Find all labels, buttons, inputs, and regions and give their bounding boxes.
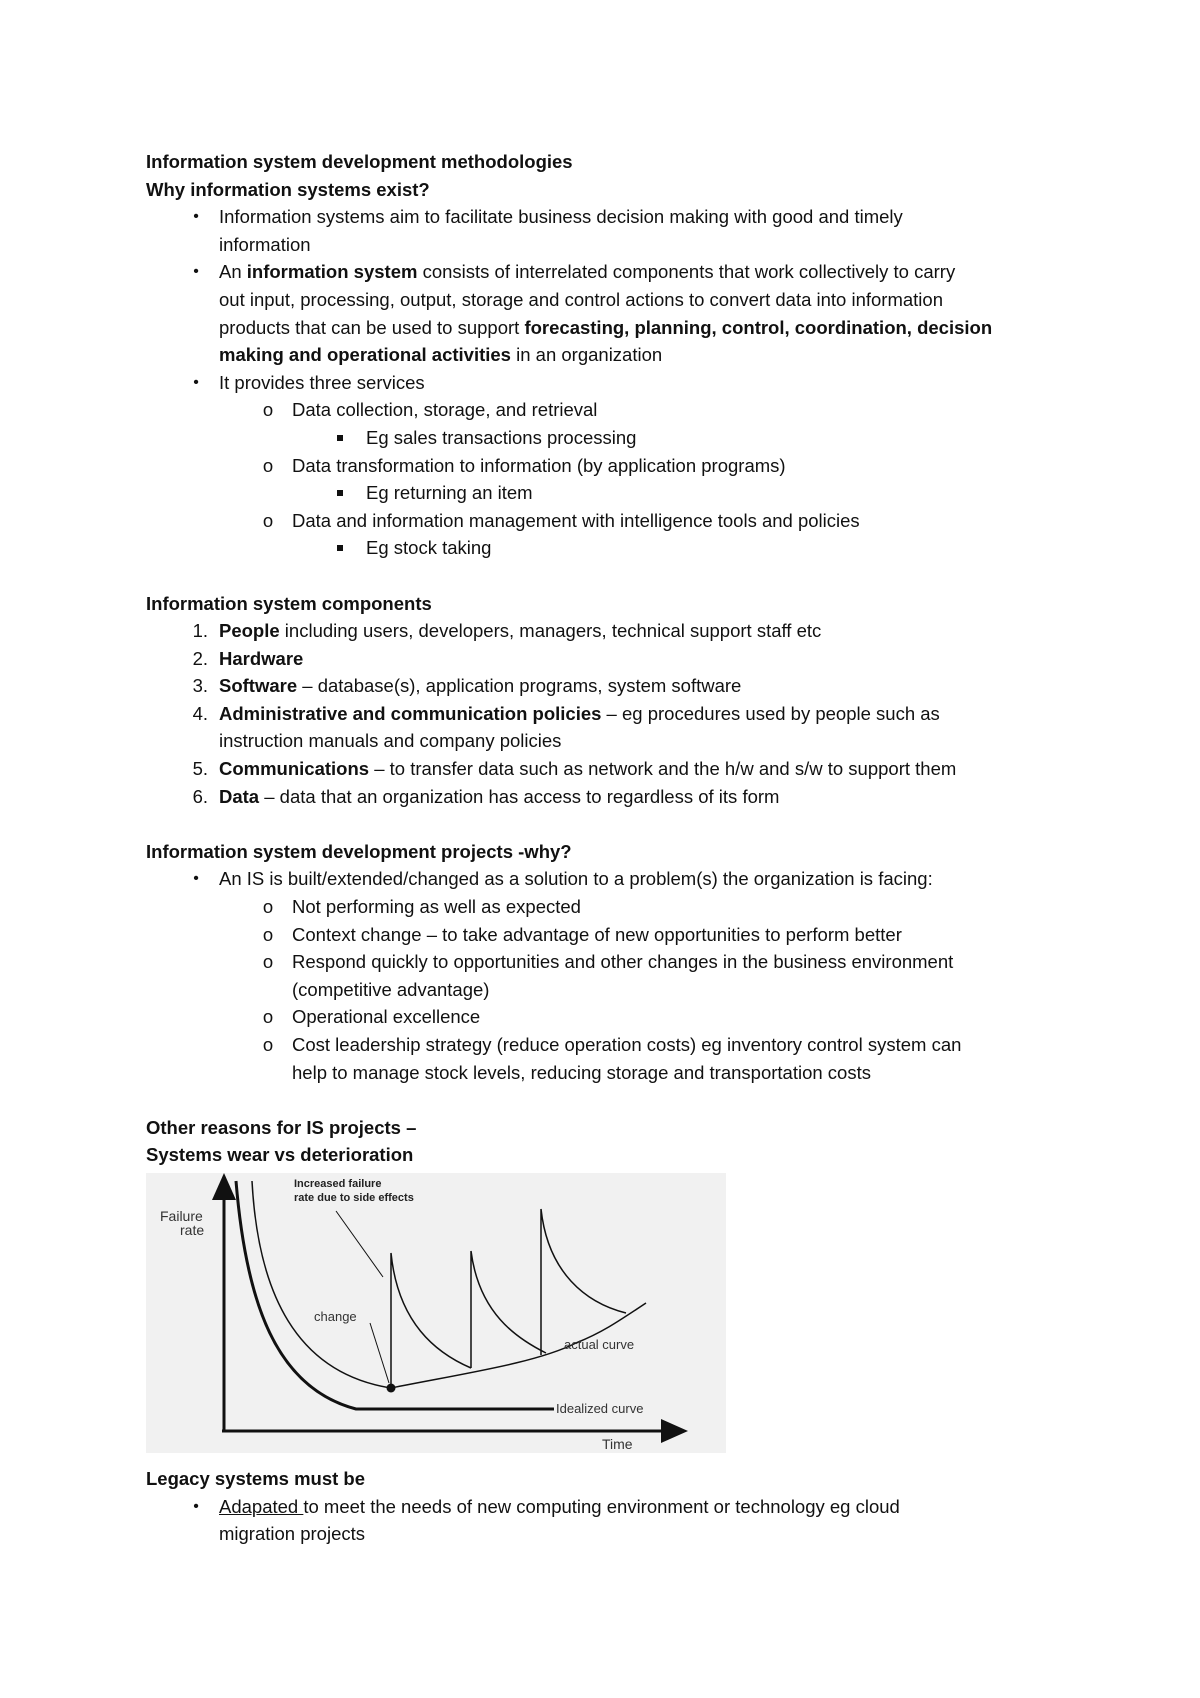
numbered-item: 6. Data – data that an organization has access to regardless of its form [192,785,780,807]
section-title: Other reasons for IS projects – [146,1116,417,1138]
sub-bullet-item: o Data collection, storage, and retrieval [146,396,1066,424]
section-title: Information system development methodologies [146,151,573,172]
sub-bullet-item: o Respond quickly to opportunities and other changes in the business environment [146,948,1066,976]
square-bullet-marker [337,545,343,551]
sub-bullet-marker: o [262,1006,274,1028]
bullet-item: • It provides three services [146,369,1066,397]
y-axis-label-1: Failure [160,1207,203,1224]
square-bullet-item: Eg stock taking [146,534,1066,562]
x-axis-label: Time [602,1435,633,1452]
section-title: Legacy systems must be [146,1467,366,1489]
failure-rate-diagram [146,1173,726,1453]
failure-rate-figure [146,1173,726,1453]
sub-bullet-marker: o [262,923,274,945]
bullet-continuation: out input, processing, output, storage and control actions to convert data into information [219,288,943,310]
bullet-marker: • [193,208,199,226]
sub-bullet-marker: o [262,951,274,973]
spacer [146,562,1066,590]
sub-bullet-item: o Operational excellence [146,1003,1066,1031]
spacer [146,810,1066,838]
spike-2 [471,1251,546,1368]
square-bullet-marker [337,490,343,496]
y-axis-label-2: rate [180,1221,205,1238]
numbered-item: 2. Hardware [192,647,304,669]
sub-bullet-marker: o [262,896,274,918]
bullet-item: • An IS is built/extended/changed as a solution to a problem(s) the organization is facing: [146,865,1066,893]
bullet-item: • Information systems aim to facilitate business decision making with good and timely [146,203,1066,231]
sub-bullet-marker: o [262,1034,274,1055]
idealized-curve-label: Idealized curve [556,1400,644,1416]
actual-curve-label: actual curve [564,1336,635,1352]
change-leader [370,1323,389,1383]
bullet-item: • An information system consists of interrelated components that work collectively to carry [146,258,1066,286]
bullet-marker: • [193,263,199,281]
annotation-line-2: rate due to side effects [294,1191,414,1204]
change-label: change [314,1308,357,1324]
bullet-continuation: making and operational activities in an organization [219,344,663,366]
bullet-marker: • [193,373,199,391]
sub-bullet-item: o Data and information management with intelligence tools and policies [146,507,1066,535]
bullet-continuation: products that can be used to support forecasting, planning, control, coordination, decision [219,316,993,338]
section-title: Information system development projects -why? [146,840,572,862]
numbered-item: 4. Administrative and communication policies – eg procedures used by people such as [192,702,940,724]
bullet-continuation: migration projects [219,1523,366,1545]
numbered-item: 1. People including users, developers, managers, technical support staff etc [192,620,822,642]
numbered-item: 5. Communications – to transfer data such as network and the h/w and s/w to support them [192,758,957,780]
bullet-marker: • [193,1497,199,1515]
change-point [387,1383,396,1392]
idealized-curve [236,1181,554,1409]
document-body [146,148,1066,1548]
annotation-leader [336,1211,383,1277]
section-subtitle: Why information systems exist? [146,178,430,200]
sub-bullet-continuation: help to manage stock levels, reducing storage and transportation costs [292,1061,871,1083]
section-title: Information system components [146,592,432,614]
sub-bullet-marker: o [262,399,274,421]
sub-bullet-marker: o [262,509,274,531]
spike-1 [391,1253,471,1388]
numbered-continuation: instruction manuals and company policies [219,730,562,752]
sub-bullet-marker: o [262,454,274,476]
spike-3 [541,1209,626,1355]
sub-bullet-item: o Not performing as well as expected [146,893,1066,921]
bullet-item: • Adapated to meet the needs of new computing environment or technology eg cloud [146,1493,1066,1521]
bullet-continuation: information [219,233,311,255]
square-bullet-item: Eg returning an item [146,479,1066,507]
annotation-line-1: Increased failure [294,1177,382,1190]
sub-bullet-item: o Cost leadership strategy (reduce operation costs) eg inventory control system can [146,1031,1066,1059]
square-bullet-item: Eg sales transactions processing [146,424,1066,452]
spacer [146,1086,1066,1114]
square-bullet-marker [337,435,343,441]
bullet-marker: • [193,870,199,888]
section-subtitle: Systems wear vs deterioration [146,1144,414,1166]
sub-bullet-item: o Data transformation to information (by application programs) [146,452,1066,480]
sub-bullet-item: o Context change – to take advantage of new opportunities to perform better [146,921,1066,949]
sub-bullet-continuation: (competitive advantage) [292,978,490,1000]
numbered-item: 3. Software – database(s), application programs, system software [192,675,742,697]
